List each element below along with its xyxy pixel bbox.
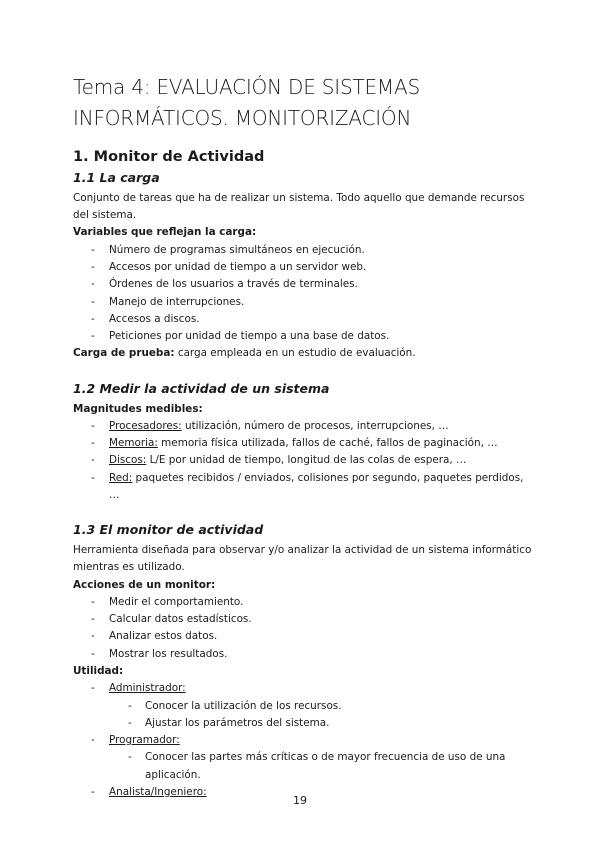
list-item-programador (73, 732, 533, 749)
list-item: - Conocer las partes más críticas o de mayor frecuencia de uso de una aplicación. (73, 749, 533, 784)
subsection-heading-1-2: 1.2 Medir la actividad de un sistema (73, 380, 330, 396)
carga-prueba-label: Carga de prueba: (73, 347, 175, 360)
list-item: - Analizar estos datos. (73, 628, 533, 645)
list-item (73, 435, 533, 452)
title-line-2: INFORMÁTICOS. MONITORIZACIÓN (73, 106, 412, 130)
carga-prueba-paragraph (73, 345, 533, 362)
role-label: Analista/Ingeniero: (109, 786, 207, 799)
term: Discos: (109, 454, 147, 467)
section-heading-1: 1. Monitor de Actividad (73, 149, 265, 165)
list-item: - Órdenes de los usuarios a través de terminales. (73, 276, 533, 293)
administrador-sublist (73, 698, 533, 733)
list-item: - Accesos por unidad de tiempo a un servidor web. (73, 259, 533, 276)
carga-definition: Conjunto de tareas que ha de realizar un sistema. Todo aquello que demande recursos del sistema. (73, 192, 525, 222)
list-item: - Conocer la utilización de los recursos. (73, 698, 533, 715)
list-item: - Medir el comportamiento. (73, 594, 533, 611)
page-number: 19 (293, 794, 307, 807)
document-title (73, 72, 533, 134)
role-label: Programador: (109, 734, 180, 747)
list-item: - Manejo de interrupciones. (73, 294, 533, 311)
list-item: - Ajustar los parámetros del sistema. (73, 715, 533, 732)
list-item: - Número de programas simultáneos en ejecución. (73, 242, 533, 259)
list-item-administrador (73, 680, 533, 697)
subsection-heading-1-3: 1.3 El monitor de actividad (73, 522, 264, 538)
carga-prueba-text: carga empleada en un estudio de evaluación. (174, 347, 416, 360)
magnitudes-label: Magnitudes medibles: (73, 402, 203, 415)
list-item (73, 470, 533, 505)
variables-label: Variables que reflejan la carga: (73, 226, 257, 239)
term: Red: (109, 471, 133, 484)
term-desc: L/E por unidad de tiempo, longitud de las colas de espera, … (146, 454, 467, 467)
utilidad-list (73, 680, 533, 697)
list-item: - Mostrar los resultados. (73, 646, 533, 663)
monitor-definition: Herramienta diseñada para observar y/o analizar la actividad de un sistema informático mientras es utilizado. (73, 544, 532, 574)
term-desc: utilización, número de procesos, interrupciones, … (181, 419, 449, 432)
programador-sublist (73, 749, 533, 784)
term-desc: memoria física utilizada, fallos de caché, fallos de paginación, … (157, 437, 498, 450)
magnitudes-list (73, 418, 533, 504)
list-item (73, 452, 533, 469)
list-item: - Peticiones por unidad de tiempo a una base de datos. (73, 328, 533, 345)
list-item: - Calcular datos estadísticos. (73, 611, 533, 628)
list-item: - Accesos a discos. (73, 311, 533, 328)
term-desc: paquetes recibidos / enviados, colisiones por segundo, paquetes perdidos, … (109, 471, 524, 501)
acciones-label: Acciones de un monitor: (73, 578, 216, 591)
term: Procesadores: (109, 419, 182, 432)
role-label: Administrador: (109, 682, 186, 695)
subsection-heading-1-1: 1.1 La carga (73, 170, 160, 185)
variables-list (73, 242, 533, 346)
utilidad-label: Utilidad: (73, 665, 124, 678)
page-content (73, 72, 533, 801)
title-line-1: Tema 4: EVALUACIÓN DE SISTEMAS (73, 75, 420, 99)
list-item (73, 418, 533, 435)
term: Memoria: (109, 437, 158, 450)
utilidad-list-cont (73, 732, 533, 749)
acciones-list (73, 594, 533, 663)
